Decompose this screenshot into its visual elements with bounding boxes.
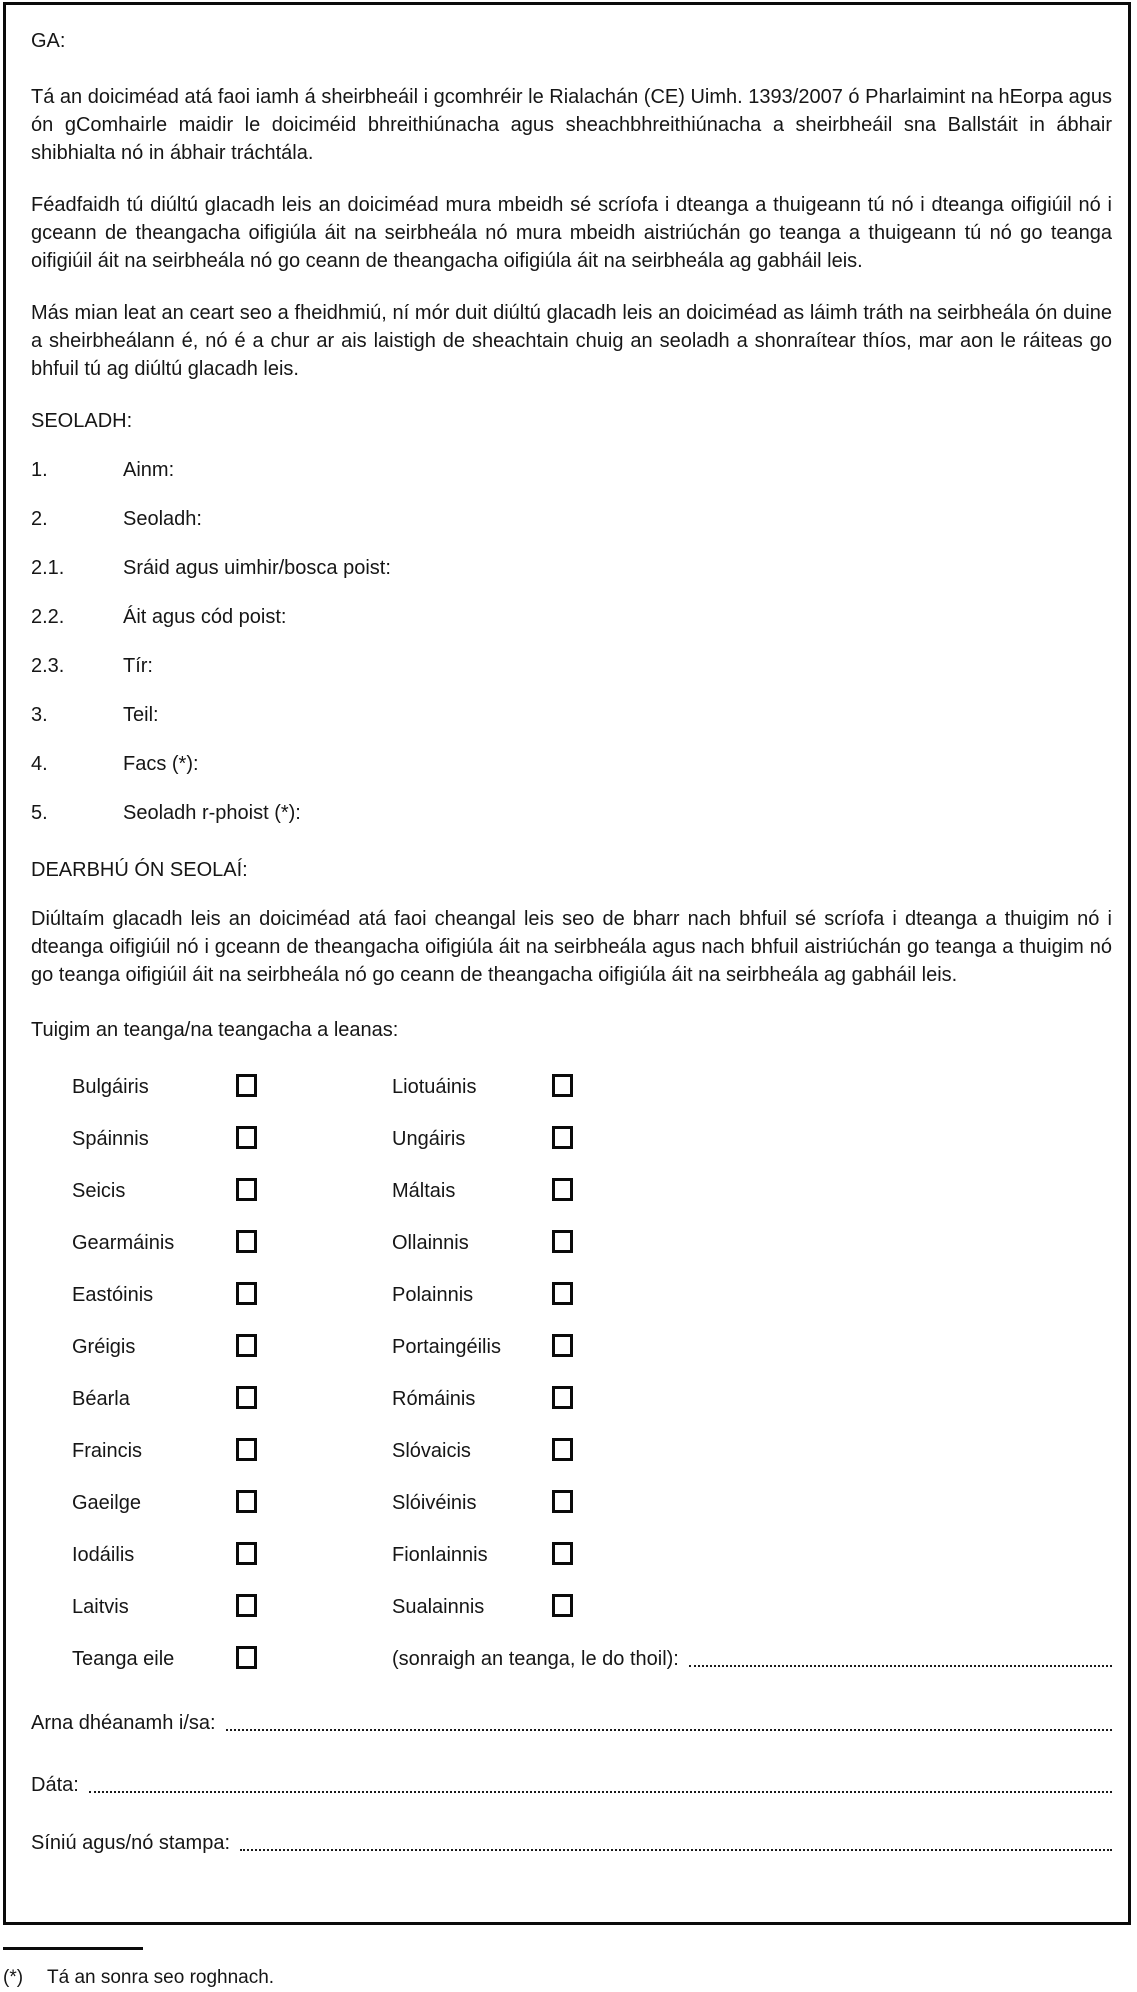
footnote-separator-line: [3, 1947, 143, 1950]
date-field[interactable]: [89, 1771, 1112, 1793]
item-label: Áit agus cód poist:: [123, 606, 287, 628]
address-item-email: [31, 799, 1112, 827]
language-row: [72, 1281, 1112, 1333]
language-label-french: Fraincis: [72, 1440, 143, 1462]
language-row: [72, 1489, 1112, 1541]
address-item-country: [31, 652, 1112, 680]
checkbox-ungairis[interactable]: [552, 1126, 573, 1149]
languages-intro: Tuigim an teanga/na teangacha a leanas:: [31, 1019, 399, 1041]
checkbox-teanga-eile[interactable]: [236, 1646, 257, 1669]
address-heading: SEOLADH:: [31, 410, 133, 432]
document-border-frame: [3, 2, 1131, 1925]
signature-label: Síniú agus/nó stampa:: [31, 1832, 231, 1854]
checkbox-fraincis[interactable]: [236, 1438, 257, 1461]
language-label-slovak: Slóvaicis: [392, 1440, 471, 1462]
language-label-slovenian: Slóivéinis: [392, 1492, 477, 1514]
item-number: 2.2.: [31, 606, 65, 628]
language-label-german: Gearmáinis: [72, 1232, 175, 1254]
language-row: [72, 1437, 1112, 1489]
item-number: 2.3.: [31, 655, 65, 677]
language-label-dutch: Ollainnis: [392, 1232, 469, 1254]
language-label-portuguese: Portaingéilis: [392, 1336, 501, 1358]
language-label-latvian: Laitvis: [72, 1596, 129, 1618]
language-row: [72, 1177, 1112, 1229]
address-item-place-postcode: [31, 603, 1112, 631]
language-row: [72, 1593, 1112, 1645]
address-list: [31, 456, 1112, 827]
checkbox-fionlainnis[interactable]: [552, 1542, 573, 1565]
item-label: Tír:: [123, 655, 153, 677]
checkbox-laitvis[interactable]: [236, 1594, 257, 1617]
checkbox-bulgairis[interactable]: [236, 1074, 257, 1097]
footnote-text: Tá an sonra seo roghnach.: [47, 1967, 275, 1988]
language-row: [72, 1229, 1112, 1281]
checkbox-seicis[interactable]: [236, 1178, 257, 1201]
done-at-label: Arna dhéanamh i/sa:: [31, 1712, 216, 1734]
paragraph-regulation: Tá an doiciméad atá faoi iamh á sheirbheáil i gcomhréir le Rialachán (CE) Uimh. 1393/2007 ó Pharlaimint na hEorpa agus ón gComhairle maidir le doiciméid bhreithiúnacha agus sheachbhreithiúnacha a sheirbheáil sna Ballstáit in ábhair shibhialta nó in ábhair tráchtála.: [31, 86, 1112, 164]
language-label-lithuanian: Liotuáinis: [392, 1076, 477, 1098]
item-number: 2.1.: [31, 557, 65, 579]
item-label: Ainm:: [123, 459, 175, 481]
language-row: [72, 1333, 1112, 1385]
checkbox-sualainnis[interactable]: [552, 1594, 573, 1617]
checkbox-greigis[interactable]: [236, 1334, 257, 1357]
item-label: Facs (*):: [123, 753, 199, 775]
item-number: 4.: [31, 753, 48, 775]
declaration-text: Diúltaím glacadh leis an doiciméad atá faoi cheangal leis seo de bharr nach bhfuil sé scríofa i dteanga a thuigim nó i dteanga oifigiúil nó i gceann de theangacha oifigiúla áit na seirbheála agus nach bhfuil aistriúchán go teanga a thuigim nó go teanga oifigiúil áit na seirbheála nó go ceann de theangacha oifigiúla áit na seirbheála ag gabháil leis.: [31, 908, 1112, 986]
signature-field[interactable]: [240, 1829, 1112, 1851]
signature-row: [31, 1829, 1112, 1857]
date-label: Dáta:: [31, 1774, 79, 1796]
item-label: Sráid agus uimhir/bosca poist:: [123, 557, 391, 579]
specify-language-field[interactable]: [689, 1645, 1112, 1667]
language-checkbox-grid: [31, 1073, 1112, 1697]
language-row-other: [72, 1645, 1112, 1697]
language-code-heading: GA:: [31, 30, 66, 52]
checkbox-portaingeilis[interactable]: [552, 1334, 573, 1357]
address-item-tel: [31, 701, 1112, 729]
language-label-polish: Polainnis: [392, 1284, 474, 1306]
address-item-fax: [31, 750, 1112, 778]
footnote-marker: (*): [3, 1967, 24, 1988]
item-label: Teil:: [123, 704, 159, 726]
language-label-other: Teanga eile: [72, 1648, 175, 1670]
language-label-swedish: Sualainnis: [392, 1596, 485, 1618]
checkbox-romainis[interactable]: [552, 1386, 573, 1409]
checkbox-polainnis[interactable]: [552, 1282, 573, 1305]
item-number: 5.: [31, 802, 48, 824]
item-label: Seoladh:: [123, 508, 202, 530]
address-item-address: [31, 505, 1112, 533]
done-at-row: [31, 1709, 1112, 1737]
done-at-field[interactable]: [226, 1709, 1112, 1731]
checkbox-maltais[interactable]: [552, 1178, 573, 1201]
item-number: 2.: [31, 508, 48, 530]
language-label-hungarian: Ungáiris: [392, 1128, 466, 1150]
language-label-romanian: Rómáinis: [392, 1388, 476, 1410]
language-label-finnish: Fionlainnis: [392, 1544, 488, 1566]
language-label-czech: Seicis: [72, 1180, 126, 1202]
language-label-maltese: Máltais: [392, 1180, 456, 1202]
language-label-english: Béarla: [72, 1388, 130, 1410]
paragraph-return-instructions: Más mian leat an ceart seo a fheidhmiú, ní mór duit diúltú glacadh leis an doiciméad as láimh tráth na seirbheála ón duine a sheirbheálann é, nó é a chur ar ais laistigh de sheachtain chuig an seoladh a shonraítear thíos, mar aon le ráiteas go bhfuil tú ag diúltú glacadh leis.: [31, 302, 1112, 380]
language-label-irish: Gaeilge: [72, 1492, 141, 1514]
checkbox-ollainnis[interactable]: [552, 1230, 573, 1253]
specify-language-label: (sonraigh an teanga, le do thoil):: [392, 1648, 679, 1670]
item-label: Seoladh r-phoist (*):: [123, 802, 301, 824]
footnote: [3, 1964, 274, 1992]
date-row: [31, 1771, 1112, 1799]
checkbox-iodailis[interactable]: [236, 1542, 257, 1565]
language-label-spanish: Spáinnis: [72, 1128, 149, 1150]
language-row: [72, 1541, 1112, 1593]
language-row: [72, 1073, 1112, 1125]
checkbox-sloiveinis[interactable]: [552, 1490, 573, 1513]
language-label-italian: Iodáilis: [72, 1544, 135, 1566]
checkbox-bearla[interactable]: [236, 1386, 257, 1409]
checkbox-slovaicis[interactable]: [552, 1438, 573, 1461]
checkbox-liotuainis[interactable]: [552, 1074, 573, 1097]
declaration-heading: DEARBHÚ ÓN SEOLAÍ:: [31, 859, 248, 881]
language-row: [72, 1385, 1112, 1437]
item-number: 3.: [31, 704, 48, 726]
checkbox-spainnis[interactable]: [236, 1126, 257, 1149]
checkbox-gaeilge[interactable]: [236, 1490, 257, 1513]
address-item-street: [31, 554, 1112, 582]
language-label-bulgarian: Bulgáiris: [72, 1076, 149, 1098]
address-item-name: [31, 456, 1112, 484]
language-row: [72, 1125, 1112, 1177]
paragraph-refusal-right: Féadfaidh tú diúltú glacadh leis an doiciméad mura mbeidh sé scríofa i dteanga a thuigeann tú nó i dteanga oifigiúil nó i gceann de theangacha oifigiúla áit na seirbheála nó mura mbeidh aistriúchán go teanga a thuigeann tú nó go teanga oifigiúil áit na seirbheála nó go ceann de theangacha oifigiúla áit na seirbheála ag gabháil leis.: [31, 194, 1112, 272]
item-number: 1.: [31, 459, 48, 481]
language-label-estonian: Eastóinis: [72, 1284, 154, 1306]
language-label-greek: Gréigis: [72, 1336, 136, 1358]
checkbox-gearmainis[interactable]: [236, 1230, 257, 1253]
checkbox-eastoinis[interactable]: [236, 1282, 257, 1305]
